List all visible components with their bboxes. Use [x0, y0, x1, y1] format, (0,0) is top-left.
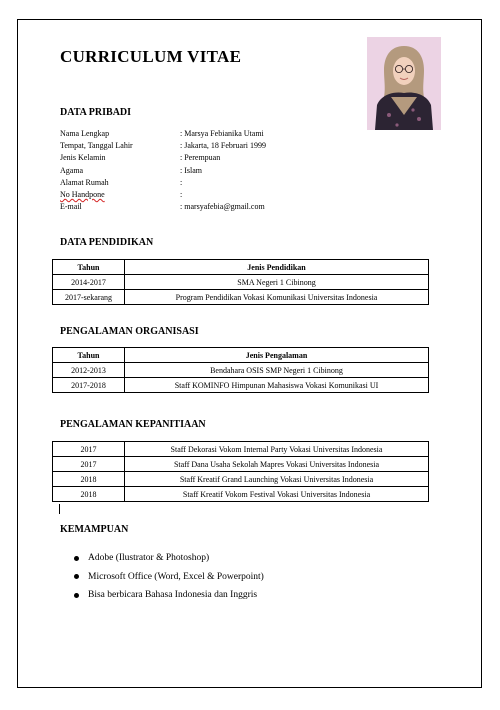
education-table — [52, 259, 429, 305]
skill-text: Bisa berbicara Bahasa Indonesia dan Inggris — [88, 590, 258, 601]
personal-label: Jenis Kelamin — [60, 153, 106, 163]
table-row — [53, 378, 429, 393]
list-item — [74, 568, 264, 587]
skill-text: Adobe (Ilustrator & Photoshop) — [88, 553, 210, 564]
table-cell: 2014-2017 — [53, 275, 125, 290]
profile-photo — [367, 37, 441, 130]
personal-row — [60, 140, 266, 152]
list-item — [74, 586, 264, 605]
table-cell: 2017-2018 — [53, 378, 125, 393]
table-row — [53, 457, 429, 472]
personal-row — [60, 165, 266, 177]
table-cell: Staff Kreatif Vokom Festival Vokasi Universitas Indonesia — [125, 487, 429, 502]
committee-table — [52, 441, 429, 502]
list-item — [74, 549, 264, 568]
personal-value: : Marsya Febianika Utami — [180, 129, 264, 138]
skill-text: Microsoft Office (Word, Excel & Powerpoint) — [88, 571, 264, 582]
table-cell: 2018 — [53, 487, 125, 502]
table-row — [53, 363, 429, 378]
organization-table — [52, 347, 429, 393]
table-cell: 2017 — [53, 457, 125, 472]
table-cell: 2012-2013 — [53, 363, 125, 378]
table-cell: Bendahara OSIS SMP Negeri 1 Cibinong — [125, 363, 429, 378]
table-cell: Staff Dana Usaha Sekolah Mapres Vokasi Universitas Indonesia — [125, 457, 429, 472]
table-cell: Program Pendidikan Vokasi Komunikasi Universitas Indonesia — [125, 290, 429, 305]
table-row — [53, 290, 429, 305]
section-title-organization: PENGALAMAN ORGANISASI — [60, 326, 199, 337]
table-header-row — [53, 348, 429, 363]
personal-value: : — [180, 190, 183, 200]
table-cell: Staff KOMINFO Himpunan Mahasiswa Vokasi Komunikasi UI — [125, 378, 429, 393]
personal-label: E-mail — [60, 202, 82, 212]
personal-value: : marsyafebia@gmail.com — [180, 202, 265, 212]
skills-list — [74, 549, 264, 605]
document-title: CURRICULUM VITAE — [60, 47, 242, 66]
personal-label: No Handpone — [60, 190, 105, 200]
personal-label: Nama Lengkap — [60, 129, 110, 138]
table-cell: 2017 — [53, 442, 125, 457]
personal-row — [60, 201, 266, 213]
table-cell: 2017-sekarang — [53, 290, 125, 305]
personal-row — [60, 177, 266, 189]
person-photo-icon — [367, 37, 441, 130]
table-row — [53, 487, 429, 502]
table-row — [53, 472, 429, 487]
table-header-cell: Tahun — [53, 348, 125, 363]
personal-value: : — [180, 177, 183, 187]
personal-label: Alamat Rumah — [60, 177, 109, 187]
table-row — [53, 442, 429, 457]
personal-row — [60, 189, 266, 201]
section-title-committee: PENGALAMAN KEPANITIAAN — [60, 419, 206, 430]
personal-row — [60, 152, 266, 164]
table-cell: Staff Kreatif Grand Launching Vokasi Universitas Indonesia — [125, 472, 429, 487]
table-row — [53, 275, 429, 290]
table-cell: 2018 — [53, 472, 125, 487]
section-title-education: DATA PENDIDIKAN — [60, 237, 154, 248]
personal-data — [60, 128, 266, 213]
personal-label: Tempat, Tanggal Lahir — [60, 141, 133, 151]
bullet-icon — [74, 574, 79, 579]
table-header-cell: Jenis Pengalaman — [125, 348, 429, 363]
bullet-icon — [74, 593, 79, 598]
personal-label: Agama — [60, 165, 84, 175]
section-title-personal: DATA PRIBADI — [60, 107, 132, 118]
personal-value: : Islam — [180, 165, 202, 175]
text-cursor — [59, 504, 60, 514]
section-title-skills: KEMAMPUAN — [60, 524, 129, 535]
table-header-cell: Jenis Pendidikan — [125, 260, 429, 275]
table-cell: SMA Negeri 1 Cibinong — [125, 275, 429, 290]
table-header-row — [53, 260, 429, 275]
table-header-cell: Tahun — [53, 260, 125, 275]
table-cell: Staff Dekorasi Vokom Internal Party Vokasi Universitas Indonesia — [125, 442, 429, 457]
personal-value: : Jakarta, 18 Februari 1999 — [180, 141, 266, 151]
personal-value: : Perempuan — [180, 153, 221, 163]
bullet-icon — [74, 556, 79, 561]
personal-row — [60, 128, 266, 140]
